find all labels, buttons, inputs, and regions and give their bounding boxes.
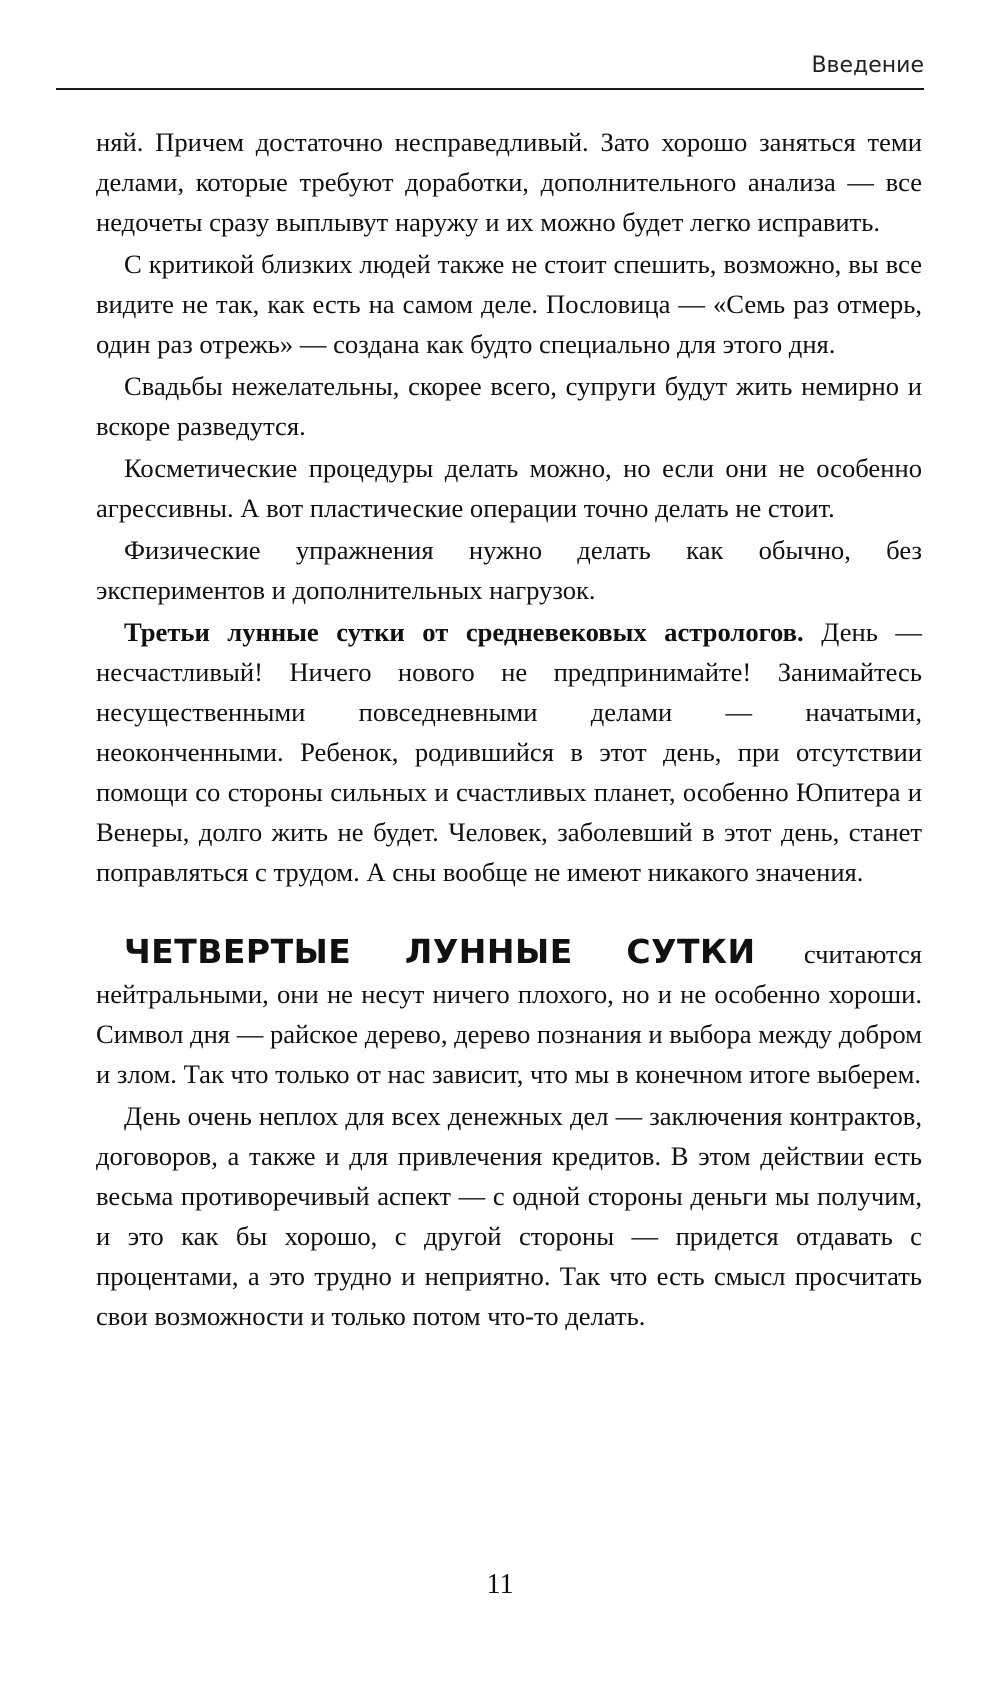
running-header: Введение [811, 53, 924, 78]
paragraph-cosmetic: Косметические процедуры делать можно, но если они не особенно агрессивны. А вот пластические операции точно делать не стоит. [96, 453, 922, 523]
section-heading: ЧЕТВЕРТЫЕ ЛУННЫЕ СУТКИ [124, 932, 756, 971]
paragraph-exercise: Физические упражнения нужно делать как обычно, без экспериментов и дополнительных нагрузок. [96, 535, 922, 605]
paragraph-body: День — несчастливый! Ничего нового не предпринимайте! Занимайтесь несущественными повседневными делами — начатыми, неоконченными. Ребенок, родившийся в этот день, при отсутствии помощи со стороны сильных и счастливых планет, особенно Юпитера и Венеры, долго жить не будет. Человек, заболевший в этот день, станет поправляться с трудом. А сны вообще не имеют никакого значения. [96, 617, 922, 887]
paragraph-body: считаются нейтральными, они не несут ничего плохого, но и не особенно хороши. Символ дня — райское дерево, дерево познания и выбора между добром и злом. Так что только от нас зависит, что мы в конечном итоге выберем. [96, 939, 922, 1089]
header-rule [56, 88, 924, 90]
page-body [96, 122, 922, 1336]
paragraph-weddings: Свадьбы нежелательны, скорее всего, супруги будут жить немирно и вскоре разведутся. [96, 371, 922, 441]
paragraph-criticism: С критикой близких людей также не стоит спешить, возможно, вы все видите не так, как есть на самом деле. Пословица — «Семь раз отмерь, один раз отрежь» — создана как будто специально для этого дня. [96, 249, 922, 359]
paragraph-lead-bold: Третьи лунные сутки от средневековых астрологов. [124, 617, 804, 647]
paragraph-money: День очень неплох для всех денежных дел — заключения контрактов, договоров, а также и для привлечения кредитов. В этом действии есть весьма противоречивый аспект — с одной стороны деньги мы получим, и это как бы хорошо, с другой стороны — придется отдавать с процентами, а это трудно и неприятно. Так что есть смысл просчитать свои возможности и только потом что-то делать. [96, 1101, 922, 1331]
page-number: 11 [486, 1569, 514, 1600]
paragraph-medieval-astrologers [96, 612, 922, 892]
paragraph-continued: няй. Причем достаточно несправедливый. Зато хорошо заняться теми делами, которые требуют доработки, дополнительного анализа — все недочеты сразу выплывут наружу и их можно будет легко исправить. [96, 127, 922, 237]
paragraph-fourth-day [96, 932, 922, 1094]
